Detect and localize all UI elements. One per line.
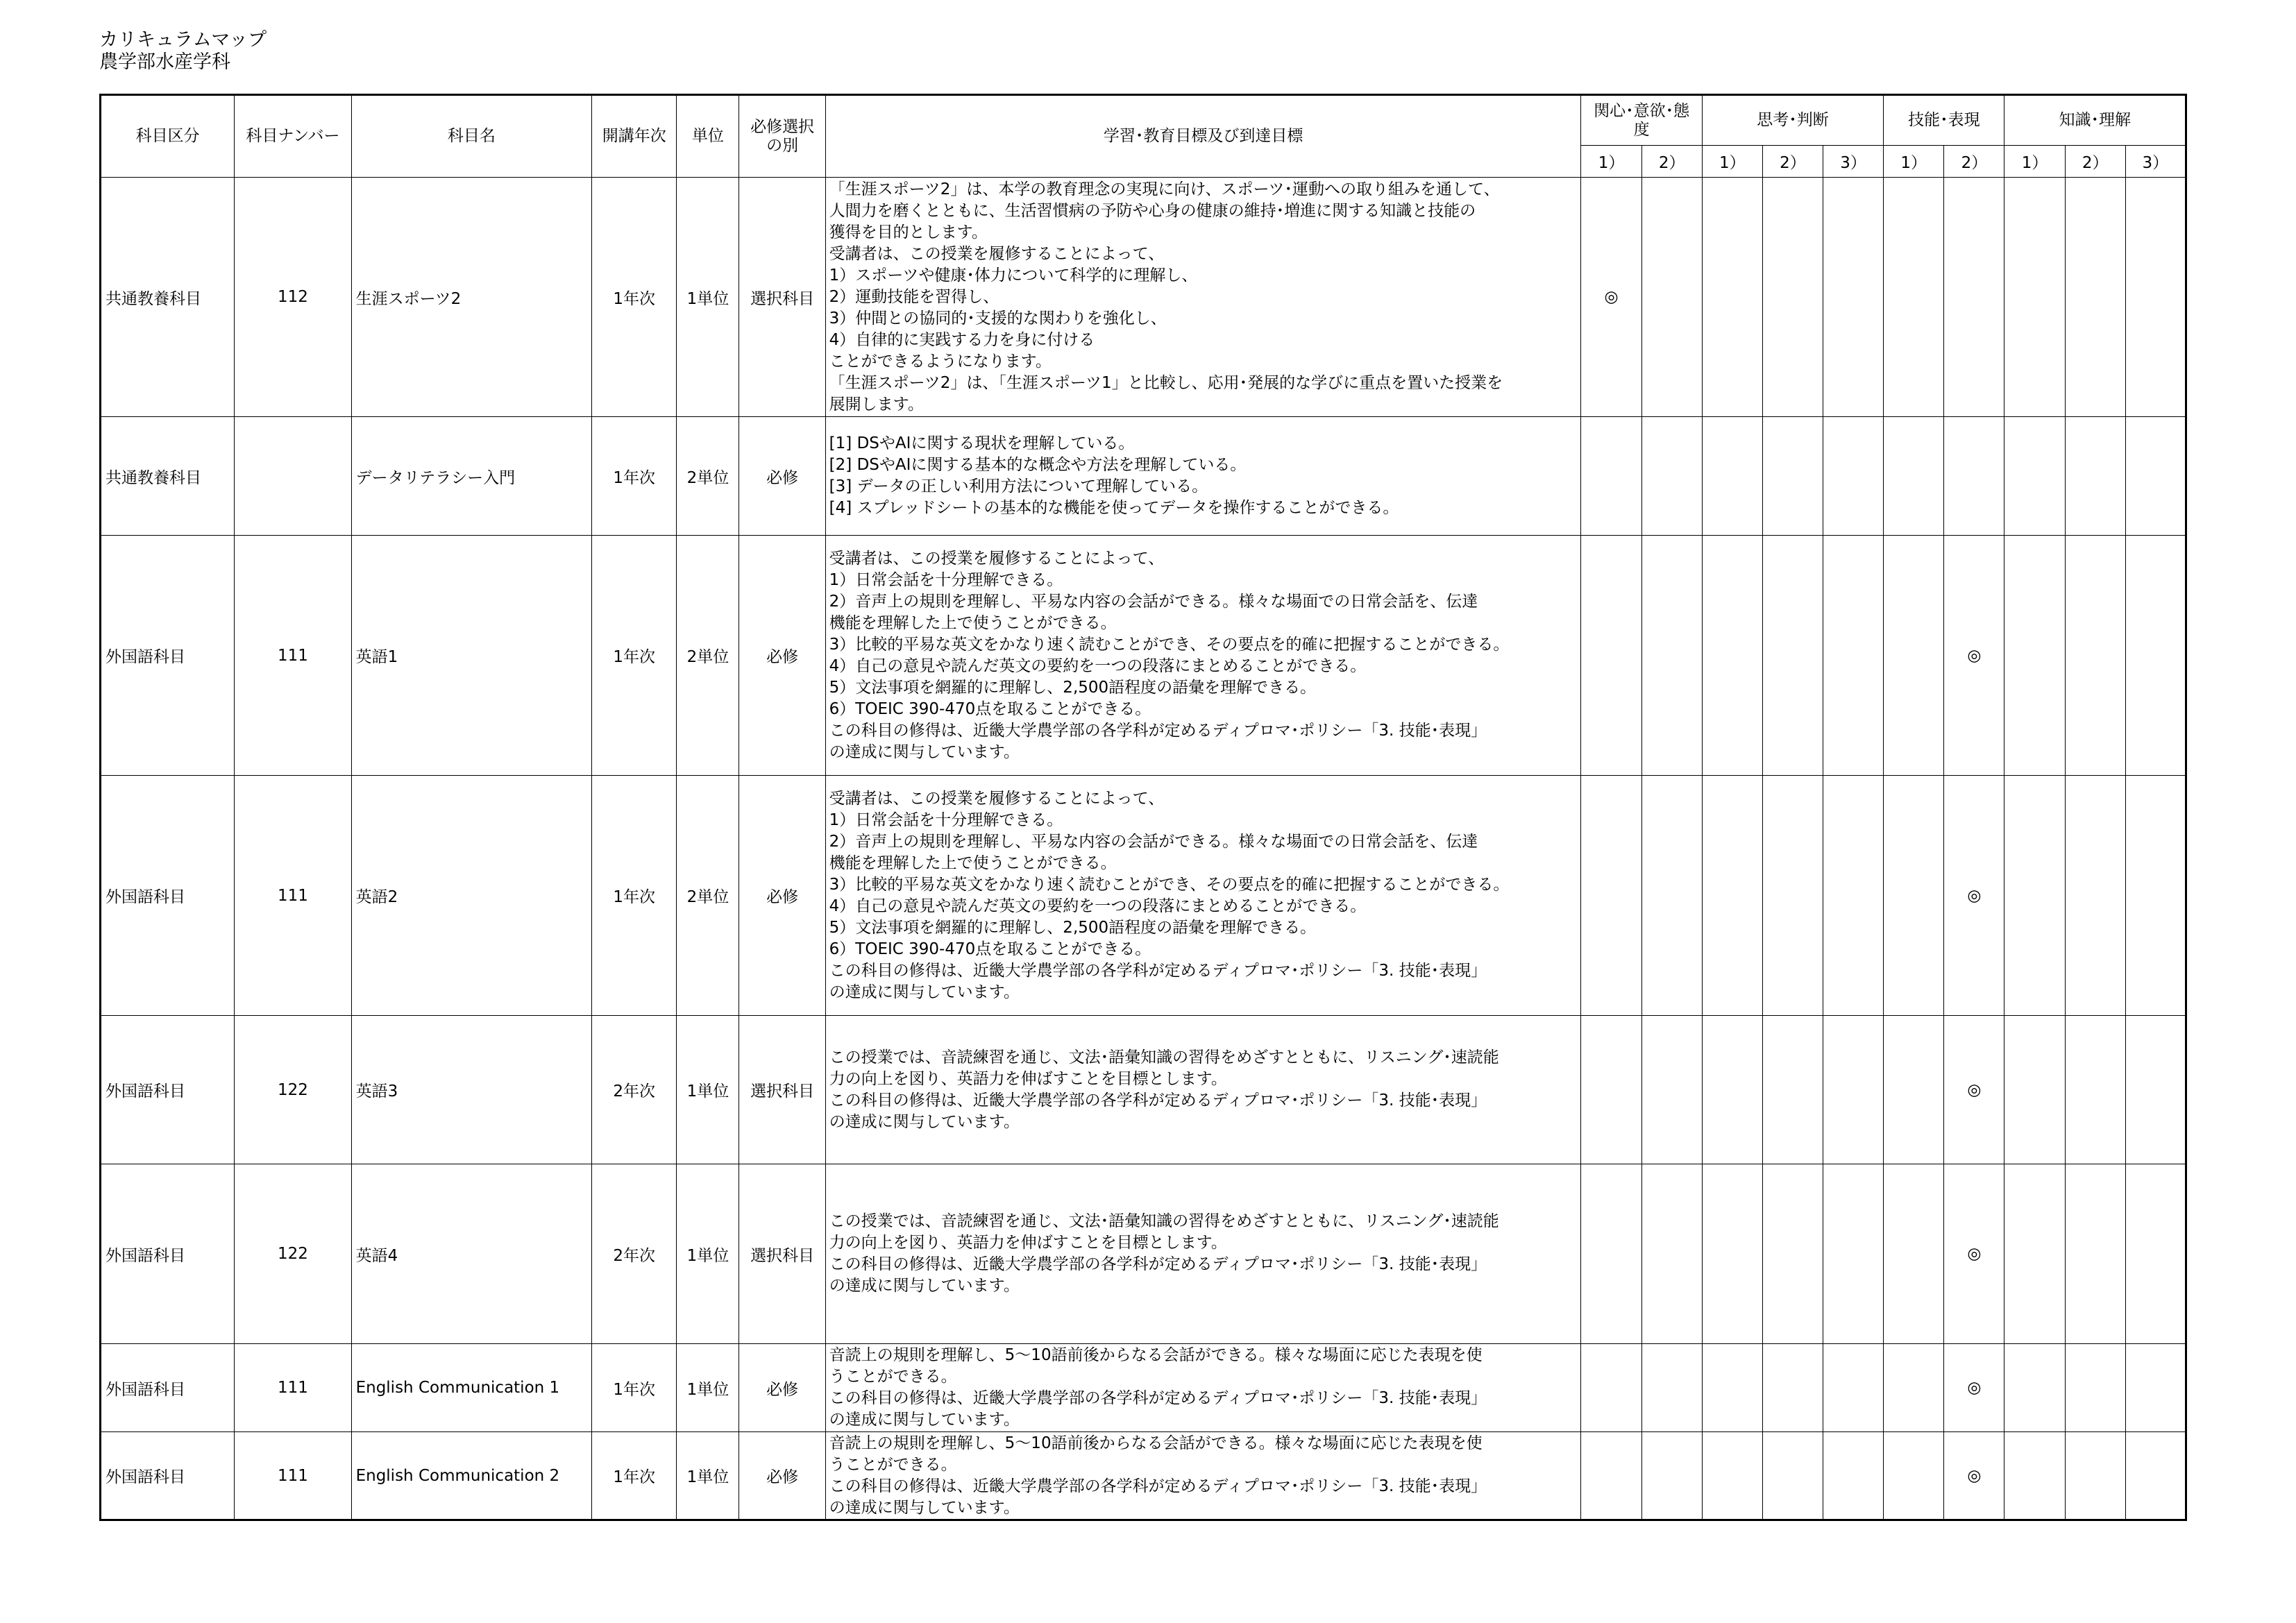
row-mark-cell [2125, 1016, 2186, 1164]
sub-header-thinking-1: 1） [1702, 146, 1762, 178]
header-group-skill: 技能･表現 [1884, 95, 2004, 146]
row-mark-cell [1823, 1164, 1884, 1344]
row-category: 共通教養科目 [101, 178, 235, 417]
row-mark-cell [1944, 178, 2004, 417]
row-year: 2年次 [592, 1016, 677, 1164]
row-mark-cell [1944, 417, 2004, 536]
header-goals: 学習･教育目標及び到達目標 [825, 95, 1581, 178]
row-number: 111 [235, 536, 351, 776]
row-mark-cell [2065, 536, 2125, 776]
row-credits: 1単位 [677, 1164, 739, 1344]
row-course-name: データリテラシー入門 [351, 417, 592, 536]
table-row [101, 1164, 2186, 1344]
row-year: 2年次 [592, 1164, 677, 1344]
row-credits: 2単位 [677, 536, 739, 776]
row-course-name: 英語2 [351, 776, 592, 1016]
row-mark-cell [1641, 417, 1702, 536]
row-mark-cell [1581, 178, 1641, 417]
row-mark-cell [1884, 1016, 1944, 1164]
row-required: 選択科目 [739, 1016, 825, 1164]
row-mark-cell [1641, 1164, 1702, 1344]
row-mark-cell [1944, 1016, 2004, 1164]
row-mark-cell [2125, 536, 2186, 776]
row-mark-cell [1944, 1432, 2004, 1520]
row-mark-cell [1641, 1016, 1702, 1164]
row-mark-cell [1581, 1164, 1641, 1344]
row-mark-cell [1641, 1432, 1702, 1520]
row-category: 外国語科目 [101, 1016, 235, 1164]
sub-header-thinking-3: 3） [1823, 146, 1884, 178]
row-goals: 「生涯スポーツ2」は、本学の教育理念の実現に向け、スポーツ･運動への取り組みを通して、 人間力を磨くとともに、生活習慣病の予防や心身の健康の維持･増進に関する知識と技能の 獲得を目的とします。 受講者は、この授業を履修することによって、 1）スポーツや健康･体力について科学的に理解し、 2）運動技能を習得し、 3）仲間との協同的･支援的な関わりを強化し、 4）自律的に実践する力を身に付ける ことができるようになります。 「生涯スポーツ2」は、「生涯スポーツ1」と比較し、応用･発展的な学びに重点を置いた授業を 展開します。 [825, 178, 1581, 417]
row-mark-cell [1884, 178, 1944, 417]
table-row [101, 178, 2186, 417]
row-mark-cell [1581, 1344, 1641, 1432]
row-mark-cell [2125, 417, 2186, 536]
row-number: 111 [235, 1432, 351, 1520]
header-group-interest: 関心･意欲･態度 [1581, 95, 1702, 146]
row-number: 122 [235, 1016, 351, 1164]
curriculum-map-table [99, 94, 2187, 1521]
sub-header-skill-2: 2） [1944, 146, 2004, 178]
row-goals: 音読上の規則を理解し、5～10語前後からなる会話ができる。様々な場面に応じた表現を使 うことができる。 この科目の修得は、近畿大学農学部の各学科が定めるディプロマ･ポリシー「3. 技能･表現」 の達成に関与しています。 [825, 1344, 1581, 1432]
header-group-thinking: 思考･判断 [1702, 95, 1883, 146]
row-year: 1年次 [592, 1344, 677, 1432]
row-category: 外国語科目 [101, 1344, 235, 1432]
row-category: 共通教養科目 [101, 417, 235, 536]
double-circle-mark: ◎ [1967, 646, 1982, 665]
row-category: 外国語科目 [101, 536, 235, 776]
row-number: 122 [235, 1164, 351, 1344]
row-mark-cell [1581, 776, 1641, 1016]
row-mark-cell [1823, 1432, 1884, 1520]
row-mark-cell [1823, 178, 1884, 417]
row-mark-cell [1823, 1016, 1884, 1164]
row-mark-cell [2065, 178, 2125, 417]
row-credits: 1単位 [677, 1344, 739, 1432]
row-goals: 受講者は、この授業を履修することによって、 1）日常会話を十分理解できる。 2）音声上の規則を理解し、平易な内容の会話ができる。様々な場面での日常会話を、伝達 機能を理解した上で使うことができる。 3）比較的平易な英文をかなり速く読むことができ、その要点を的確に把握することができる。 4）自己の意見や読んだ英文の要約を一つの段落にまとめることができる。 5）文法事項を網羅的に理解し、2,500語程度の語彙を理解できる。 6）TOEIC 390-470点を取ることができる。 この科目の修得は、近畿大学農学部の各学科が定めるディプロマ･ポリシー「3. 技能･表現」 の達成に関与しています。 [825, 536, 1581, 776]
row-required: 必修 [739, 776, 825, 1016]
row-mark-cell [1702, 1016, 1762, 1164]
row-mark-cell [2125, 1432, 2186, 1520]
row-mark-cell [2004, 1016, 2065, 1164]
row-required: 選択科目 [739, 178, 825, 417]
row-number [235, 417, 351, 536]
table-row [101, 536, 2186, 776]
row-mark-cell [2004, 536, 2065, 776]
header-group-knowledge: 知識･理解 [2004, 95, 2186, 146]
sub-header-thinking-2: 2） [1762, 146, 1823, 178]
row-category: 外国語科目 [101, 1432, 235, 1520]
row-mark-cell [1641, 178, 1702, 417]
row-mark-cell [1581, 1432, 1641, 1520]
double-circle-mark: ◎ [1967, 886, 1982, 905]
row-goals: [1] DSやAIに関する現状を理解している。 [2] DSやAIに関する基本的な概念や方法を理解している。 [3] データの正しい利用方法について理解している。 [4] スプレッドシートの基本的な機能を使ってデータを操作することができる。 [825, 417, 1581, 536]
row-required: 必修 [739, 417, 825, 536]
row-mark-cell [2065, 1344, 2125, 1432]
row-goals: 受講者は、この授業を履修することによって、 1）日常会話を十分理解できる。 2）音声上の規則を理解し、平易な内容の会話ができる。様々な場面での日常会話を、伝達 機能を理解した上で使うことができる。 3）比較的平易な英文をかなり速く読むことができ、その要点を的確に把握することができる。 4）自己の意見や読んだ英文の要約を一つの段落にまとめることができる。 5）文法事項を網羅的に理解し、2,500語程度の語彙を理解できる。 6）TOEIC 390-470点を取ることができる。 この科目の修得は、近畿大学農学部の各学科が定めるディプロマ･ポリシー「3. 技能･表現」 の達成に関与しています。 [825, 776, 1581, 1016]
row-mark-cell [1823, 776, 1884, 1016]
sub-header-skill-1: 1） [1884, 146, 1944, 178]
row-mark-cell [1702, 1432, 1762, 1520]
sub-header-knowledge-1: 1） [2004, 146, 2065, 178]
double-circle-mark: ◎ [1967, 1245, 1982, 1263]
row-mark-cell [1581, 417, 1641, 536]
row-mark-cell [1762, 1344, 1823, 1432]
row-mark-cell [1702, 536, 1762, 776]
row-required: 選択科目 [739, 1164, 825, 1344]
row-number: 111 [235, 1344, 351, 1432]
row-mark-cell [1884, 1344, 1944, 1432]
table-row [101, 1344, 2186, 1432]
row-mark-cell [1702, 776, 1762, 1016]
row-category: 外国語科目 [101, 776, 235, 1016]
row-credits: 2単位 [677, 776, 739, 1016]
row-mark-cell [1823, 1344, 1884, 1432]
row-mark-cell [1702, 178, 1762, 417]
header-name: 科目名 [351, 95, 592, 178]
row-goals: この授業では、音読練習を通じ、文法･語彙知識の習得をめざすとともに、リスニング･速読能 力の向上を図り、英語力を伸ばすことを目標とします。 この科目の修得は、近畿大学農学部の各学科が定めるディプロマ･ポリシー「3. 技能･表現」 の達成に関与しています。 [825, 1164, 1581, 1344]
document-title [99, 29, 267, 74]
double-circle-mark: ◎ [1604, 288, 1619, 306]
row-mark-cell [1762, 178, 1823, 417]
sub-header-interest-2: 2） [1641, 146, 1702, 178]
header-required: 必修選択の別 [739, 95, 825, 178]
row-mark-cell [1762, 1164, 1823, 1344]
table-row [101, 1016, 2186, 1164]
row-mark-cell [2004, 1432, 2065, 1520]
row-mark-cell [1944, 776, 2004, 1016]
header-number: 科目ナンバー [235, 95, 351, 178]
row-year: 1年次 [592, 417, 677, 536]
row-mark-cell [2065, 1432, 2125, 1520]
table-row [101, 776, 2186, 1016]
row-credits: 1単位 [677, 1432, 739, 1520]
row-mark-cell [1884, 536, 1944, 776]
header-credits: 単位 [677, 95, 739, 178]
row-goals: 音読上の規則を理解し、5～10語前後からなる会話ができる。様々な場面に応じた表現を使 うことができる。 この科目の修得は、近畿大学農学部の各学科が定めるディプロマ･ポリシー「3. 技能･表現」 の達成に関与しています。 [825, 1432, 1581, 1520]
row-year: 1年次 [592, 536, 677, 776]
double-circle-mark: ◎ [1967, 1379, 1982, 1397]
row-course-name: 英語4 [351, 1164, 592, 1344]
title-line-1: カリキュラムマップ [99, 29, 267, 51]
row-year: 1年次 [592, 776, 677, 1016]
row-course-name: 英語3 [351, 1016, 592, 1164]
row-mark-cell [1702, 1344, 1762, 1432]
row-mark-cell [2004, 1164, 2065, 1344]
row-mark-cell [1884, 1164, 1944, 1344]
row-category: 外国語科目 [101, 1164, 235, 1344]
row-course-name: 英語1 [351, 536, 592, 776]
row-required: 必修 [739, 1432, 825, 1520]
header-category: 科目区分 [101, 95, 235, 178]
row-credits: 2単位 [677, 417, 739, 536]
title-line-2: 農学部水産学科 [99, 51, 230, 73]
row-course-name: English Communication 2 [351, 1432, 592, 1520]
row-mark-cell [1581, 1016, 1641, 1164]
row-mark-cell [2004, 417, 2065, 536]
table-row [101, 1432, 2186, 1520]
row-mark-cell [1641, 1344, 1702, 1432]
row-mark-cell [1823, 417, 1884, 536]
row-required: 必修 [739, 1344, 825, 1432]
row-mark-cell [2125, 1344, 2186, 1432]
row-mark-cell [1762, 536, 1823, 776]
row-mark-cell [1823, 536, 1884, 776]
row-mark-cell [1762, 776, 1823, 1016]
row-credits: 1単位 [677, 178, 739, 417]
sub-header-knowledge-2: 2） [2065, 146, 2125, 178]
row-mark-cell [2065, 417, 2125, 536]
row-mark-cell [2065, 1016, 2125, 1164]
sub-header-knowledge-3: 3） [2125, 146, 2186, 178]
row-mark-cell [1581, 536, 1641, 776]
double-circle-mark: ◎ [1967, 1080, 1982, 1099]
row-goals: この授業では、音読練習を通じ、文法･語彙知識の習得をめざすとともに、リスニング･速読能 力の向上を図り、英語力を伸ばすことを目標とします。 この科目の修得は、近畿大学農学部の各学科が定めるディプロマ･ポリシー「3. 技能･表現」 の達成に関与しています。 [825, 1016, 1581, 1164]
header-year: 開講年次 [592, 95, 677, 178]
row-mark-cell [1641, 776, 1702, 1016]
row-mark-cell [2004, 1344, 2065, 1432]
double-circle-mark: ◎ [1967, 1466, 1982, 1485]
row-number: 111 [235, 776, 351, 1016]
row-mark-cell [1944, 1164, 2004, 1344]
row-mark-cell [2125, 1164, 2186, 1344]
row-mark-cell [1884, 776, 1944, 1016]
row-year: 1年次 [592, 1432, 677, 1520]
row-mark-cell [1702, 417, 1762, 536]
row-mark-cell [2125, 178, 2186, 417]
row-mark-cell [1702, 1164, 1762, 1344]
row-mark-cell [1762, 1432, 1823, 1520]
row-mark-cell [1944, 536, 2004, 776]
row-number: 112 [235, 178, 351, 417]
table-row [101, 417, 2186, 536]
row-mark-cell [2065, 1164, 2125, 1344]
row-mark-cell [1884, 1432, 1944, 1520]
row-mark-cell [2004, 178, 2065, 417]
row-mark-cell [2004, 776, 2065, 1016]
row-mark-cell [1762, 1016, 1823, 1164]
row-mark-cell [1884, 417, 1944, 536]
row-mark-cell [1641, 536, 1702, 776]
row-mark-cell [1944, 1344, 2004, 1432]
row-year: 1年次 [592, 178, 677, 417]
row-required: 必修 [739, 536, 825, 776]
row-mark-cell [2125, 776, 2186, 1016]
sub-header-interest-1: 1） [1581, 146, 1641, 178]
row-credits: 1単位 [677, 1016, 739, 1164]
row-course-name: English Communication 1 [351, 1344, 592, 1432]
row-mark-cell [2065, 776, 2125, 1016]
row-mark-cell [1762, 417, 1823, 536]
row-course-name: 生涯スポーツ2 [351, 178, 592, 417]
